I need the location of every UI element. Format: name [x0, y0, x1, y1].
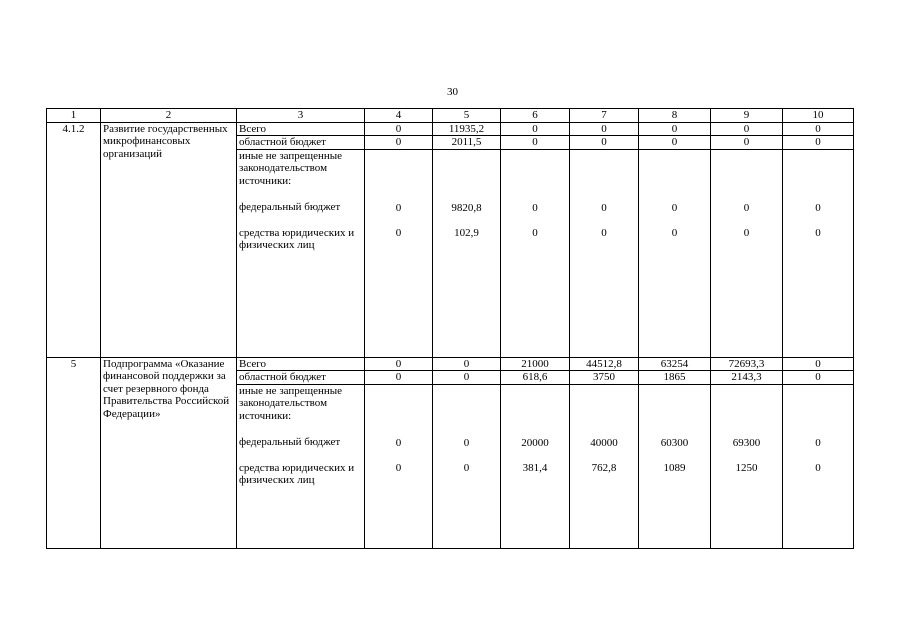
value-cell: 0 [365, 371, 433, 385]
value-cell: 21000 [501, 357, 570, 371]
value-cell: 0 [433, 357, 501, 371]
header-row [47, 109, 854, 123]
legal-value: 1089 [663, 462, 686, 474]
row-number: 5 [47, 357, 101, 548]
value-cell: 0 [501, 136, 570, 150]
row-label: областной бюджет [237, 136, 365, 150]
value-cell: 3750 [570, 371, 639, 385]
value-cell: 0 [783, 136, 854, 150]
row-label: областной бюджет [237, 371, 365, 385]
federal-value: 40000 [590, 436, 618, 449]
legal-value: 0 [532, 227, 538, 239]
value-cell: 0 [365, 136, 433, 150]
page-number: 30 [447, 86, 458, 98]
value-cell: 618,6 [501, 371, 570, 385]
budget-table [46, 108, 854, 549]
header-cell: 2 [101, 109, 237, 123]
value-cell: 2011,5 [433, 136, 501, 150]
value-cell [639, 384, 711, 548]
value-cell: 0 [570, 122, 639, 136]
legal-label: средства юридических и физических лиц [239, 226, 355, 251]
value-cell [365, 149, 433, 357]
federal-label: федеральный бюджет [239, 201, 341, 213]
table-row [47, 122, 854, 136]
value-cell: 0 [365, 357, 433, 371]
value-cell [501, 149, 570, 357]
federal-value: 69300 [732, 436, 761, 449]
sources-cell [237, 149, 365, 357]
value-cell [570, 384, 639, 548]
value-cell: 0 [711, 136, 783, 150]
federal-value: 0 [743, 201, 750, 214]
value-cell: 0 [501, 122, 570, 136]
federal-value: 0 [815, 201, 821, 214]
legal-value: 0 [463, 462, 470, 474]
value-cell: 63254 [639, 357, 711, 371]
federal-label: федеральный бюджет [239, 436, 341, 448]
value-cell: 0 [365, 122, 433, 136]
value-cell: 0 [570, 136, 639, 150]
sources-cell [237, 384, 365, 548]
row-number: 4.1.2 [47, 122, 101, 357]
header-cell: 1 [47, 109, 101, 123]
federal-value: 0 [532, 201, 538, 214]
value-cell: 72693,3 [711, 357, 783, 371]
value-cell: 0 [711, 122, 783, 136]
header-cell: 6 [501, 109, 570, 123]
legal-value: 0 [743, 227, 750, 239]
value-cell [433, 384, 501, 548]
row-name: Развитие государственных микрофинансовых организаций [101, 122, 237, 357]
table-row [47, 357, 854, 371]
value-cell: 0 [783, 122, 854, 136]
header-cell: 7 [570, 109, 639, 123]
header-cell: 9 [711, 109, 783, 123]
header-cell: 3 [237, 109, 365, 123]
header-cell: 10 [783, 109, 854, 123]
federal-value: 0 [815, 436, 821, 449]
legal-value: 381,4 [522, 462, 548, 474]
value-cell [433, 149, 501, 357]
value-cell [783, 149, 854, 357]
value-cell [639, 149, 711, 357]
other-sources-label: иные не запрещенные законодательством источники: [239, 149, 343, 187]
row-label: Всего [237, 122, 365, 136]
value-cell: 0 [639, 136, 711, 150]
federal-value: 0 [395, 436, 402, 449]
value-cell: 0 [783, 371, 854, 385]
row-label: Всего [237, 357, 365, 371]
federal-value: 0 [463, 436, 470, 449]
legal-value: 0 [671, 227, 678, 239]
legal-value: 0 [395, 227, 402, 239]
value-cell [570, 149, 639, 357]
value-cell: 11935,2 [433, 122, 501, 136]
header-cell: 4 [365, 109, 433, 123]
value-cell: 2143,3 [711, 371, 783, 385]
legal-value: 0 [815, 462, 821, 474]
federal-value: 0 [671, 201, 678, 214]
legal-value: 0 [601, 227, 607, 239]
value-cell: 0 [433, 371, 501, 385]
legal-value: 0 [395, 462, 402, 474]
federal-value: 60300 [660, 436, 689, 449]
header-cell: 5 [433, 109, 501, 123]
value-cell [711, 149, 783, 357]
header-cell: 8 [639, 109, 711, 123]
value-cell: 1865 [639, 371, 711, 385]
value-cell: 0 [639, 122, 711, 136]
federal-value: 9820,8 [451, 201, 482, 214]
legal-value: 1250 [735, 462, 758, 474]
legal-value: 102,9 [454, 227, 479, 239]
value-cell: 44512,8 [570, 357, 639, 371]
federal-value: 20000 [521, 436, 549, 449]
value-cell [711, 384, 783, 548]
legal-value: 0 [815, 227, 821, 239]
other-sources-label: иные не запрещенные законодательством источники: [239, 384, 343, 422]
value-cell: 0 [783, 357, 854, 371]
federal-value: 0 [395, 201, 402, 214]
value-cell [501, 384, 570, 548]
federal-value: 0 [601, 201, 607, 214]
row-name: Подпрограмма «Оказание финансовой поддержки за счет резервного фонда Правительства Российской Федерации» [101, 357, 237, 548]
value-cell [365, 384, 433, 548]
value-cell [783, 384, 854, 548]
legal-label: средства юридических и физических лиц [239, 461, 355, 486]
legal-value: 762,8 [591, 462, 617, 474]
